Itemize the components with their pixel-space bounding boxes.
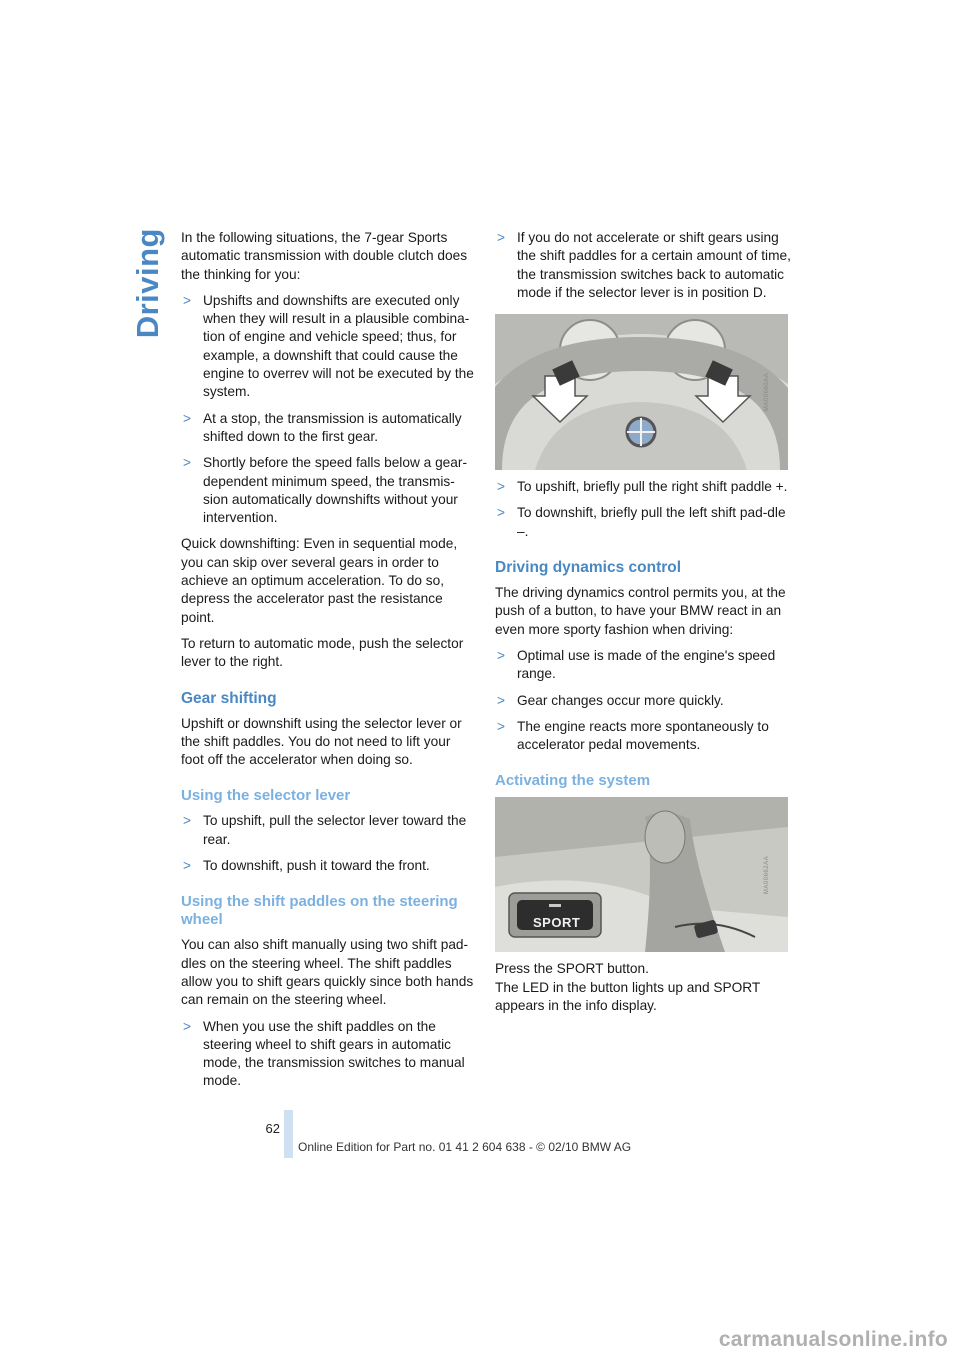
list-item [495, 692, 791, 710]
list-item-text: If you do not accelerate or shift gears using the shift paddles for a certain amount of time, the transmission switches back to automatic mode if the selector lever is in position D. [517, 230, 791, 300]
heading-selector-lever: Using the selector lever [181, 787, 351, 805]
quick-downshift-paragraph: Quick downshifting: Even in sequential mode, you can skip over several gears in order to achieve an optimum acceleration. To do so, depress the accelerator past the resistance point. [181, 536, 458, 625]
press-sport-text: Press the SPORT button. [495, 961, 649, 977]
bullet-marker: > [497, 230, 505, 245]
list-item [495, 718, 791, 755]
list-item-text: Upshifts and downshifts are executed only when they will result in a plausible combina-tion of engine and vehicle speed; thus, for example, a downshift that could cause the engine to overrev will not be executed by the system. [203, 292, 474, 400]
intro-paragraph: In the following situations, the 7-gear Sports automatic transmission with double clutch does the thinking for you: [181, 230, 468, 282]
watermark: carmanualsonline.info [718, 1328, 948, 1351]
list-item [495, 229, 791, 302]
return-paragraph: To return to automatic mode, push the selector lever to the right. [181, 635, 464, 670]
shift-paddles-paragraph: You can also shift manually using two shift pad-dles on the steering wheel. The shift paddles allow you to shift gears quickly since both hands can remain on the steering wheel. [181, 937, 474, 1008]
list-item-text: Gear changes occur more quickly. [517, 692, 724, 708]
footer-accent-bar [284, 1110, 293, 1158]
list-item [495, 504, 791, 541]
gear-shifting-paragraph: Upshift or downshift using the selector lever or the shift paddles. You do not need to lift your foot off the accelerator when doing so. [181, 715, 462, 768]
driving-dynamics-paragraph: The driving dynamics control permits you, at the push of a button, to have your BMW react in an even more sporty fashion when driving: [495, 585, 786, 637]
bullet-marker: > [183, 410, 191, 426]
list-item [181, 454, 477, 527]
heading-gear-shifting: Gear shifting [181, 689, 277, 707]
bullet-marker: > [183, 858, 191, 874]
list-item-text: When you use the shift paddles on the steering wheel to shift gears in automatic mode, the transmission switches to manual mode. [203, 1018, 465, 1089]
heading-shift-paddles: Using the shift paddles on the steering wheel [181, 893, 458, 929]
bullet-marker: > [497, 479, 505, 495]
left-column [181, 229, 477, 1099]
led-text: The LED in the button lights up and SPORT appears in the info display. [495, 979, 761, 1014]
list-item [181, 1018, 477, 1091]
bullet-marker: > [497, 647, 505, 663]
page-number: 62 [265, 1121, 280, 1136]
heading-driving-dynamics: Driving dynamics control [495, 559, 682, 577]
footer-edition-text: Online Edition for Part no. 01 41 2 604 638 - © 02/10 BMW AG [298, 1140, 632, 1154]
bullet-marker: > [497, 718, 505, 734]
list-item [181, 812, 477, 849]
bullet-marker: > [497, 692, 505, 708]
chapter-title: Driving [130, 228, 165, 339]
list-item [495, 647, 791, 684]
bullet-marker: > [183, 455, 191, 471]
list-item-text: To downshift, briefly pull the left shift pad-dle –. [517, 505, 786, 539]
list-item [181, 410, 477, 447]
list-item-text: To upshift, pull the selector lever toward the rear. [203, 813, 467, 847]
sport-button-label: SPORT [533, 915, 581, 931]
sport-button-figure [495, 797, 788, 952]
list-item-text: To upshift, briefly pull the right shift paddle +. [517, 479, 788, 495]
list-item-text: Shortly before the speed falls below a gear-dependent minimum speed, the transmis-sion automatically downshifts without your intervention. [203, 455, 468, 526]
list-item-text: The engine reacts more spontaneously to accelerator pedal movements. [517, 718, 769, 753]
list-item [181, 292, 477, 402]
steering-wheel-figure [495, 314, 788, 470]
right-column [495, 229, 791, 1023]
list-item [181, 857, 477, 875]
bullet-marker: > [497, 505, 505, 521]
figure-code: MA00660AA [763, 373, 770, 412]
bullet-marker: > [183, 1018, 191, 1034]
steering-wheel-illustration [495, 314, 788, 470]
bullet-marker: > [183, 813, 191, 829]
figure-code: MA00662AA [763, 855, 770, 895]
heading-activating-system: Activating the system [495, 772, 651, 790]
bullet-marker: > [183, 292, 191, 308]
list-item [495, 478, 791, 496]
list-item-text: To downshift, push it toward the front. [203, 858, 430, 874]
list-item-text: At a stop, the transmission is automatically shifted down to the first gear. [203, 410, 462, 444]
list-item-text: Optimal use is made of the engine's speed range. [517, 647, 776, 682]
